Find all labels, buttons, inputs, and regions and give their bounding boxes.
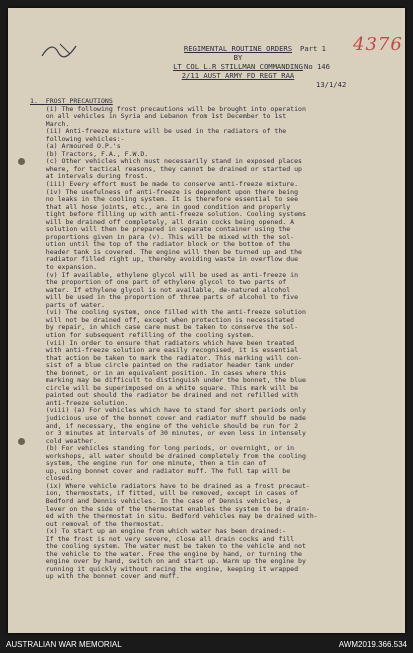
body-line: will be used in the proportion of three parts of alcohol to five bbox=[30, 293, 299, 302]
body-line: If the frost is not very severe, close all drain cocks and fill bbox=[30, 534, 295, 543]
body-line: radiator filled right up, thereby avoiding waste in overflow due bbox=[30, 255, 299, 264]
document-body bbox=[30, 98, 390, 581]
body-line: tight before filling up with anti-freeze solution. Cooling systems bbox=[30, 210, 306, 219]
body-line: lever on the side of the thermostat enables the system to be drain- bbox=[30, 504, 310, 513]
body-line: marking may be difficult to distinguish under the bonnet, the blue bbox=[30, 376, 306, 385]
body-line: engine over by hand, switch on and start up. Warm up the engine by bbox=[30, 557, 306, 566]
body-line: ution for subsequent refilling of the cooling system. bbox=[30, 330, 255, 339]
body-line: out removal of the thermostat. bbox=[30, 519, 165, 528]
body-line: or 3 minutes at intervals of 30 minutes, or even less in intensely bbox=[30, 429, 306, 438]
body-line: by repair, in which case care must be taken to conserve the sol- bbox=[30, 323, 299, 332]
document-page bbox=[8, 8, 405, 633]
body-line: parts of water. bbox=[30, 300, 105, 309]
body-line: that action be taken to mark the radiator. This marking will con- bbox=[30, 353, 302, 362]
body-line: (b) Tractors, F.A., F.W.D. bbox=[30, 149, 149, 158]
body-line: (iii) Every effort must be made to conserve anti-freeze mixture. bbox=[30, 180, 299, 189]
body-line: anti-freeze solution. bbox=[30, 398, 129, 407]
header-commander: LT COL L.R STILLMAN COMMANDING bbox=[173, 62, 303, 71]
body-line: (ix) Where vehicle radiators have to be drained as a frost precaut- bbox=[30, 481, 310, 490]
body-line: water. If ethylene glycol is not available, de-natured alcohol bbox=[30, 285, 291, 294]
body-line: no leaks in the cooling system. It is therefore essential to see bbox=[30, 195, 299, 204]
body-line: proportions given in para (v). This will be mixed with the sol- bbox=[30, 232, 295, 241]
body-line: (i) The following frost precautions will be brought into operation bbox=[30, 104, 306, 113]
body-line: where, for tactical reasons, they cannot be drained or started up bbox=[30, 164, 302, 173]
body-line: on all vehicles in Syria and Lebanon from 1st December to 1st bbox=[30, 112, 287, 121]
body-line: (ii) Anti-freeze mixture will be used in the radiators of the bbox=[30, 127, 287, 136]
header-part: Part 1 bbox=[300, 44, 326, 53]
body-line: (a) Armoured O.P.'s bbox=[30, 142, 121, 151]
body-line: and, if necessary, the engine of the vehicle should be run for 2 bbox=[30, 421, 299, 430]
body-line: ion, thermostats, if fitted, will be removed, except in cases of bbox=[30, 489, 299, 498]
body-line: workshops, all water should be drained completely from the cooling bbox=[30, 451, 306, 460]
body-line: judicious use of the bonnet cover and radiator muff should be made bbox=[30, 413, 306, 422]
body-line: the vehicle to the water. Free the engine by hand, or turning the bbox=[30, 549, 302, 558]
body-line: following vehicles:- bbox=[30, 134, 125, 143]
body-line: painted out should the radiator be drained and not refilled with bbox=[30, 391, 299, 400]
body-line: (b) For vehicles standing for long periods, or overnight, or in bbox=[30, 444, 295, 453]
body-line: sist of a blue circle painted on the radiator header tank under bbox=[30, 361, 295, 370]
handwritten-number: 4376 bbox=[353, 34, 403, 55]
body-line: closed. bbox=[30, 474, 74, 483]
body-line: header tank is covered. The engine will then be turned up and the bbox=[30, 247, 302, 256]
body-line: (c) Other vehicles which must necessarily stand in exposed places bbox=[30, 157, 302, 166]
body-line: circle will be superimposed on a white square. This mark will be bbox=[30, 383, 299, 392]
footer-bar bbox=[0, 640, 413, 653]
header-number: No 146 bbox=[304, 62, 330, 71]
body-line: Bedford and Dennis vehicles. In the case of Dennis vehicles, a bbox=[30, 496, 291, 505]
body-line: (v) If available, ethylene glycol will be used as anti-freeze in bbox=[30, 270, 299, 279]
body-line: will not be drained off, except when protection is necessitated bbox=[30, 315, 295, 324]
body-line: (viii) (a) For vehicles which have to stand for short periods only bbox=[30, 406, 306, 415]
body-line: (vii) In order to ensure that radiators which have been treated bbox=[30, 338, 295, 347]
punch-hole bbox=[18, 438, 25, 445]
body-line: at intervals during frost. bbox=[30, 172, 149, 181]
body-line: (iv) The usefulness of anti-freeze is dependent upon there being bbox=[30, 187, 299, 196]
body-line: cold weather. bbox=[30, 436, 98, 445]
body-line: (vi) The cooling system, once filled with the anti-freeze solution bbox=[30, 308, 306, 317]
body-line: that all hose joints, etc., are in good condition and properly bbox=[30, 202, 291, 211]
body-line: ution until the top of the radiator block or the bottom of the bbox=[30, 240, 291, 249]
body-line: will be drained off completely, all drain cocks being opened. A bbox=[30, 217, 295, 226]
body-line: the bonnet, or in an equivalent position. In cases where this bbox=[30, 368, 287, 377]
header-unit: 2/11 AUST ARMY FD REGT RAA bbox=[181, 71, 295, 80]
body-line: the proportion of one part of ethylene glycol to two parts of bbox=[30, 278, 287, 287]
footer-accession: AWM2019.366.534 bbox=[338, 640, 407, 649]
body-line: March. bbox=[30, 119, 70, 128]
body-line: (x) To start up an engine from which water has been drained:- bbox=[30, 527, 287, 536]
body-line: ed with the thermostat in situ. Bedford vehicles may be drained with- bbox=[30, 512, 318, 521]
body-line: running it quickly without racing the engine, keeping it wrapped bbox=[30, 564, 299, 573]
section-heading: 1. FROST PRECAUTIONS bbox=[30, 97, 113, 105]
header-date: 13/1/42 bbox=[316, 80, 347, 89]
body-line: the cooling system. The water must be taken to the vehicle and not bbox=[30, 542, 306, 551]
body-line: with anti-freeze solution are easily recognised, it is essential bbox=[30, 346, 299, 355]
handwritten-mark bbox=[40, 40, 80, 62]
body-line: to expansion. bbox=[30, 263, 98, 272]
body-line: up, using bonnet cover and radiator muff. The full tap will be bbox=[30, 466, 291, 475]
body-line: system, the engine run for one minute, then a tin can of bbox=[30, 459, 267, 468]
footer-source: AUSTRALIAN WAR MEMORIAL bbox=[6, 640, 122, 649]
body-line: solution will then be prepared in separate container using the bbox=[30, 225, 291, 234]
header-by: BY bbox=[233, 53, 243, 62]
punch-hole bbox=[18, 158, 25, 165]
header-title: REGIMENTAL ROUTINE ORDERS bbox=[183, 44, 293, 53]
body-line: up with the bonnet cover and muff. bbox=[30, 572, 180, 581]
